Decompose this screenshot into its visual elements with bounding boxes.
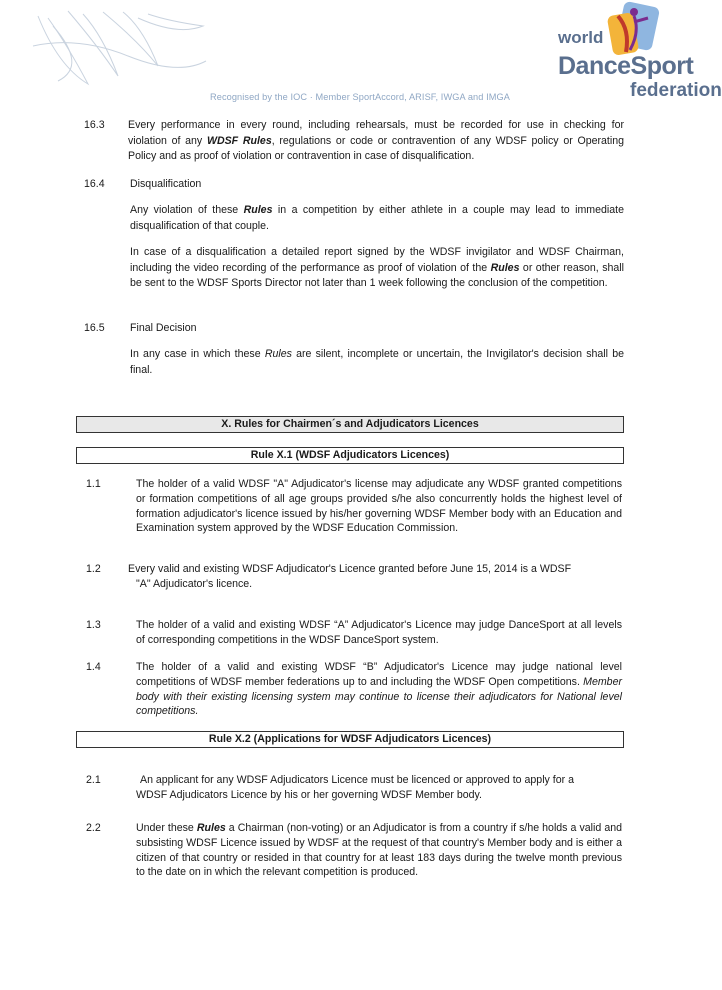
paragraph-16-4-a (130, 203, 624, 234)
rule-2-1-text-line2: WDSF Adjudicators Licence by his or her governing WDSF Member body. (136, 789, 483, 801)
text: , regulations or code or contravention of any WDSF policy or Operating Policy and as proof of violation or contravention in case of disqualification. (128, 134, 624, 163)
text: Under these (136, 822, 197, 834)
item-number: 1.4 (86, 661, 101, 673)
logo-text-world: world (558, 28, 604, 47)
emphasis-rules: Rules (196, 822, 226, 834)
text: a Chairman (non-voting) or an Adjudicator is from a country if s/he holds a valid and subsisting WDSF Licence issued by WDSF at the request of that country's Member body and is either a citizen of that country or resided in that country for at least 183 days during the twelve month previous to the date on in which the relevant competition is produced. (136, 822, 622, 879)
logo-text-federation: federation (630, 80, 722, 101)
section-number: 16.5 (84, 322, 105, 334)
item-number: 1.2 (86, 563, 101, 575)
wdsf-logo (556, 2, 722, 106)
item-number: 1.1 (86, 478, 101, 490)
item-number: 1.3 (86, 619, 101, 631)
text: Any violation of these (130, 204, 244, 216)
section-heading: Disqualification (130, 178, 202, 190)
section-number: 16.3 (84, 119, 105, 131)
section-heading: Final Decision (130, 322, 197, 334)
emphasis-rules: Rules (264, 348, 292, 360)
emphasis-rules: Rules (243, 204, 273, 216)
emphasis-rules: WDSF Rules (206, 134, 272, 147)
paragraph-16-3 (128, 118, 624, 165)
rule-x1-title: Rule X.1 (WDSF Adjudicators Licences) (76, 447, 624, 464)
text: in a competition by either athlete in a couple may lead to immediate disqualification of that couple. (130, 204, 624, 232)
rule-2-1-text-line1: An applicant for any WDSF Adjudicators Licence must be licenced or approved to apply for a (140, 774, 574, 786)
rule-1-4-text (136, 660, 622, 719)
rule-x2-title: Rule X.2 (Applications for WDSF Adjudicators Licences) (76, 731, 624, 748)
item-number: 2.2 (86, 822, 101, 834)
paragraph-16-5 (130, 347, 624, 378)
text: In case of a disqualification a detailed report signed by the WDSF invigilator and WDSF Chairman, including the video recording of the performance as proof of violation of the (130, 246, 624, 274)
emphasis-rules: Rules (490, 261, 520, 274)
section-number: 16.4 (84, 178, 105, 190)
rule-1-1-text: The holder of a valid WDSF "A" Adjudicator's license may adjudicate any WDSF granted competitions or formation competitions of all age groups provided s/he also concurrently holds the highest level of formation adjudicator's licence issued by his/her governing WDSF Member body with an Education and Examination system approved by the WDSF Education Commission. (136, 478, 622, 535)
item-number: 2.1 (86, 774, 101, 786)
section-x-title: X. Rules for Chairmen´s and Adjudicators Licences (76, 416, 624, 433)
text: or other reason, shall be sent to the WDSF Sports Director not later than 1 week following the conclusion of the competition. (130, 261, 624, 290)
rule-1-2-text-line1: Every valid and existing WDSF Adjudicator's Licence granted before June 15, 2014 is a WDSF (128, 563, 572, 575)
text: In any case in which these (130, 348, 265, 360)
paragraph-16-4-b (130, 245, 624, 292)
recognition-text: Recognised by the IOC · Member SportAccord, ARISF, IWGA and IMGA (210, 92, 510, 102)
text: The holder of a valid and existing WDSF “B” Adjudicator's Licence may judge national level competitions of WDSF member federations up to and including the WDSF Open competitions. (136, 661, 622, 688)
logo-text-dancesport: DanceSport (558, 52, 694, 80)
italic-note: Member body with their existing licensing system may continue to license their adjudicators for National level competitions. (136, 675, 622, 718)
text: are silent, incomplete or uncertain, the Invigilator's decision shall be final. (130, 348, 624, 376)
text: Every performance in every round, including rehearsals, must be recorded for use in checking for violation of any (128, 119, 624, 147)
rule-2-2-text (136, 821, 622, 880)
rule-1-3-text: The holder of a valid and existing WDSF “A” Adjudicator's Licence may judge DanceSport at all levels of corresponding competitions in the WDSF DanceSport system. (136, 619, 622, 646)
rule-1-2-text-line2: "A" Adjudicator's licence. (136, 578, 253, 590)
decorative-sketch-logo (28, 6, 208, 88)
